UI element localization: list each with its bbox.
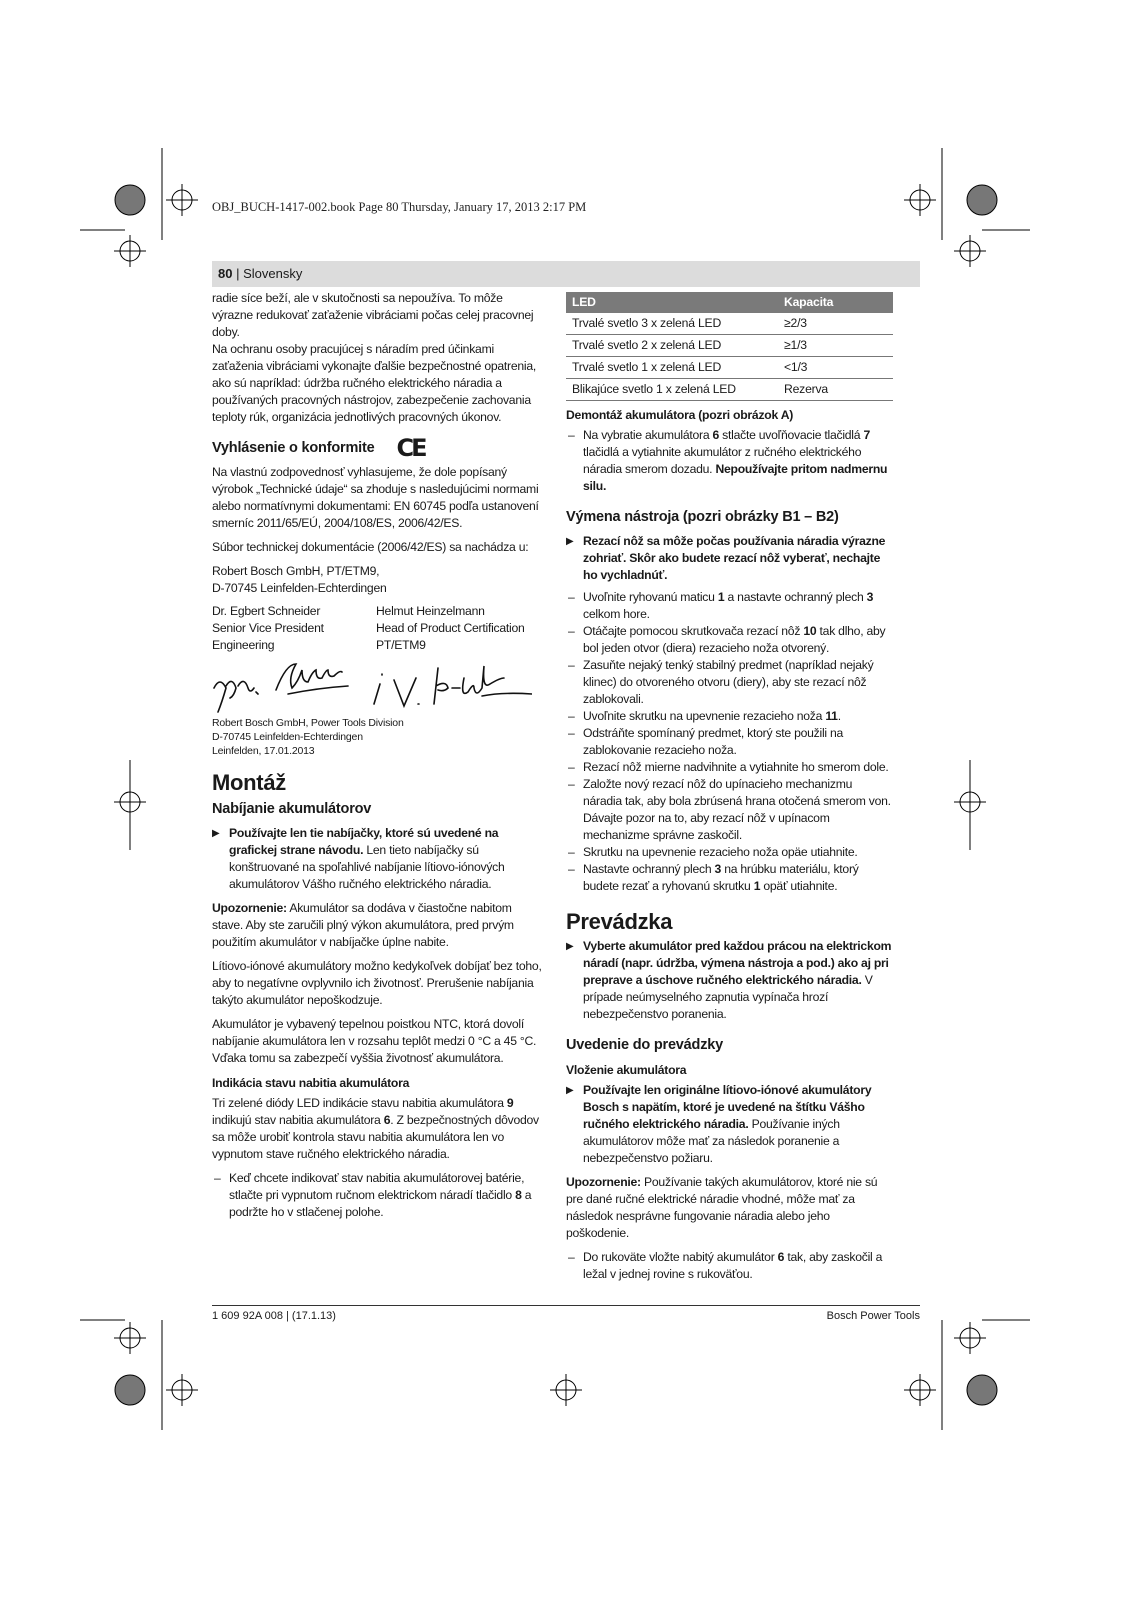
note: Upozornenie: Používanie takých akumulátorov, ktoré nie sú pre dané ručné elektrické náradie vhodné, môže mať za následok nesprávne fungovanie náradia alebo jeho poškodenie. (566, 1175, 878, 1240)
chapter-heading: Montáž (212, 770, 286, 795)
list-item: – Zasuňte nejaký tenký stabilný predmet (napríklad nejaký klinec) do otvoreného otvoru (diery), aby ste rezací nôž zablokovali. (568, 658, 874, 706)
section-heading: Nabíjanie akumulátorov (212, 801, 372, 817)
address-line: Robert Bosch GmbH, PT/ETM9, (212, 564, 380, 578)
list-item: – Uvoľnite ryhovanú maticu 1 a nastavte ochranný plech 3 celkom hore. (568, 590, 874, 621)
warning-item: ▶ Vyberte akumulátor pred každou prácou na elektrickom náradí (napr. údržba, výmena nástroja a pod.) ako aj pri preprave a úschove ručného elektrického náradia. V prípade neúmyselného zapnutia vypínača hrozí nebezpečenstvo poranenia. (566, 939, 892, 1021)
note: Upozornenie: Akumulátor sa dodáva v čiastočne nabitom stave. Aby ste zaručili plný výkon akumulátora, pred prvým použitím akumulátor v nabíjačke úplne nabite. (212, 901, 514, 949)
signatory-name: Helmut Heinzelmann (376, 604, 485, 618)
chapter-heading: Prevádzka (566, 909, 673, 934)
paragraph: Akumulátor je vybavený tepelnou poistkou NTC, ktorá dovolí nabíjanie akumulátora len v rozsahu teplôt medzi 0 °C a 45 °C. Vďaka tomu sa zabezpečí vyššia životnosť akumulátora. (212, 1017, 537, 1065)
signatory-name: Dr. Egbert Schneider (212, 604, 321, 618)
table-header: LED (566, 292, 778, 313)
subheading: Demontáž akumulátora (pozri obrázok A) (566, 408, 794, 422)
paragraph: radie síce beží, ale v skutočnosti sa nepoužíva. To môže výrazne redukovať zaťaženie vibráciami počas celej pracovnej doby. (212, 291, 534, 339)
page-number: 80 (218, 266, 233, 281)
signatories (212, 603, 542, 654)
footer-brand: Bosch Power Tools (826, 1310, 920, 1322)
table-row: Trvalé svetlo 1 x zelená LED <1/3 (566, 357, 893, 379)
list-item: – Keď chcete indikovať stav nabitia akumulátorovej batérie, stlačte pri vypnutom ručnom elektrickom náradí tlačidlo 8 a podržte ho v stlačenej polohe. (214, 1171, 532, 1219)
page-header: 80 | Slovensky (218, 266, 303, 281)
led-capacity-table (566, 292, 893, 401)
company-line: D-70745 Leinfelden-Echterdingen (212, 731, 363, 743)
signatory-title: PT/ETM9 (376, 638, 426, 652)
left-column (212, 290, 542, 1221)
right-column (566, 292, 894, 1283)
arrow-icon: ▶ (566, 1085, 574, 1096)
list-item: – Založte nový rezací nôž do upínacieho mechanizmu náradia tak, aby bola zbrúsená hrana otočená smerom von. Dávajte pozor na to, aby rezací nôž v upínacom mechanizme správne zaskočil. (568, 777, 891, 842)
list-item: – Skrutku na upevnenie rezacieho noža opäe utiahnite. (568, 845, 858, 859)
handwritten-signatures (212, 658, 532, 714)
footer-rule (212, 1305, 920, 1306)
table-row: Trvalé svetlo 2 x zelená LED ≥1/3 (566, 335, 893, 357)
subheading: Vloženie akumulátora (566, 1063, 687, 1077)
arrow-icon: ▶ (566, 536, 574, 547)
address-line: D-70745 Leinfelden-Echterdingen (212, 581, 387, 595)
company-line: Robert Bosch GmbH, Power Tools Division (212, 717, 404, 729)
arrow-icon: ▶ (212, 828, 220, 839)
signatory-title: Senior Vice President (212, 621, 324, 635)
paragraph: Na ochranu osoby pracujúcej s náradím pred účinkami zaťaženia vibráciami vykonajte ďalšie bezpečnostné opatrenia, ako sú napríklad: údržba ručného elektrického náradia a používaných pracovných nástrojov, zabezpečenie zachovania teploty rúk, organizácia jednotlivých pracovných úkonov. (212, 342, 537, 424)
header-section: Slovensky (243, 266, 303, 281)
warning-item: ▶ Používajte len originálne lítiovo-iónové akumulátory Bosch s napätím, ktoré je uvedené na štítku Vášho ručného elektrického náradia. Používanie iných akumulátorov môže mať za následok poranenie a nebezpečenstvo požiaru. (566, 1083, 872, 1165)
company-line: Leinfelden, 17.01.2013 (212, 745, 315, 757)
list-item: – Rezací nôž mierne nadvihnite a vytiahnite ho smerom dole. (568, 760, 889, 774)
section-heading: Výmena nástroja (pozri obrázky B1 – B2) (566, 509, 839, 525)
list-item: – Do rukoväte vložte nabitý akumulátor 6 tak, aby zaskočil a ležal v jednej rovine s rukoväťou. (568, 1250, 883, 1281)
table-row: Blikajúce svetlo 1 x zelená LED Rezerva (566, 379, 893, 401)
paragraph: Na vlastnú zodpovednosť vyhlasujeme, že dole popísaný výrobok „Technické údaje“ sa zhoduje s nasledujúcimi normami alebo normatívnymi dokumentami: EN 60745 podľa ustanovení smerníc 2011/65/EÚ, 2004/108/ES, 2006/42/ES. (212, 465, 539, 530)
list-item: – Odstráňte spomínaný predmet, ktorý ste použili na zablokovanie rezacieho noža. (568, 726, 844, 757)
list-item: – Nastavte ochranný plech 3 na hrúbku materiálu, ktorý budete rezať a ryhovanú skrutku 1 opäť utiahnite. (568, 862, 859, 893)
section-heading: Uvedenie do prevádzky (566, 1037, 723, 1053)
page-header-bar (212, 261, 920, 287)
ce-mark-icon: CE (396, 434, 425, 462)
paragraph: Súbor technickej dokumentácie (2006/42/ES) sa nachádza u: (212, 540, 529, 554)
arrow-icon: ▶ (566, 941, 574, 952)
print-slug: OBJ_BUCH-1417-002.book Page 80 Thursday, January 17, 2013 2:17 PM (212, 200, 587, 214)
paragraph: Tri zelené diódy LED indikácie stavu nabitia akumulátora 9 indikujú stav nabitia akumulátora 6. Z bezpečnostných dôvodov sa môže urobiť kontrola stavu nabitia akumulátora len vo vypnutom stave ručného elektrického náradia. (212, 1096, 539, 1161)
warning-item: ▶ Rezací nôž sa môže počas používania náradia výrazne zohriať. Skôr ako budete rezací nôž vyberať, nechajte ho vychladnúť. (566, 534, 886, 582)
table-row: Trvalé svetlo 3 x zelená LED ≥2/3 (566, 313, 893, 335)
warning-item: ▶ Používajte len tie nabíjačky, ktoré sú uvedené na grafickej strane návodu. Len tieto nabíjačky sú konštruované na spoľahlivé nabíjanie lítiovo-iónových akumulátorov Vášho ručného elektrického náradia. (212, 826, 505, 891)
list-item: – Na vybratie akumulátora 6 stlačte uvoľňovacie tlačidlá 7 tlačidlá a vytiahnite akumulátor z ručného elektrického náradia smerom dozadu. Nepoužívajte pritom nadmernu silu. (568, 428, 888, 493)
footer-doc-number: 1 609 92A 008 | (17.1.13) (212, 1310, 336, 1322)
section-heading: Vyhlásenie o konformite CE (212, 434, 425, 462)
list-item: – Uvoľnite skrutku na upevnenie rezacieho noža 11. (568, 709, 841, 723)
list-item: – Otáčajte pomocou skrutkovača rezací nôž 10 tak dlho, aby bol jeden otvor (diera) rezacieho noža otvorený. (568, 624, 886, 655)
paragraph: Lítiovo-iónové akumulátory možno kedykoľvek dobíjať bez toho, aby to negatívne ovplyvnilo ich životnosť. Prerušenie nabíjania takýto akumulátor nepoškodzuje. (212, 959, 542, 1007)
subheading: Indikácia stavu nabitia akumulátora (212, 1076, 410, 1090)
signatory-title: Head of Product Certification (376, 621, 525, 635)
table-header: Kapacita (778, 292, 893, 313)
signatory-title: Engineering (212, 638, 275, 652)
